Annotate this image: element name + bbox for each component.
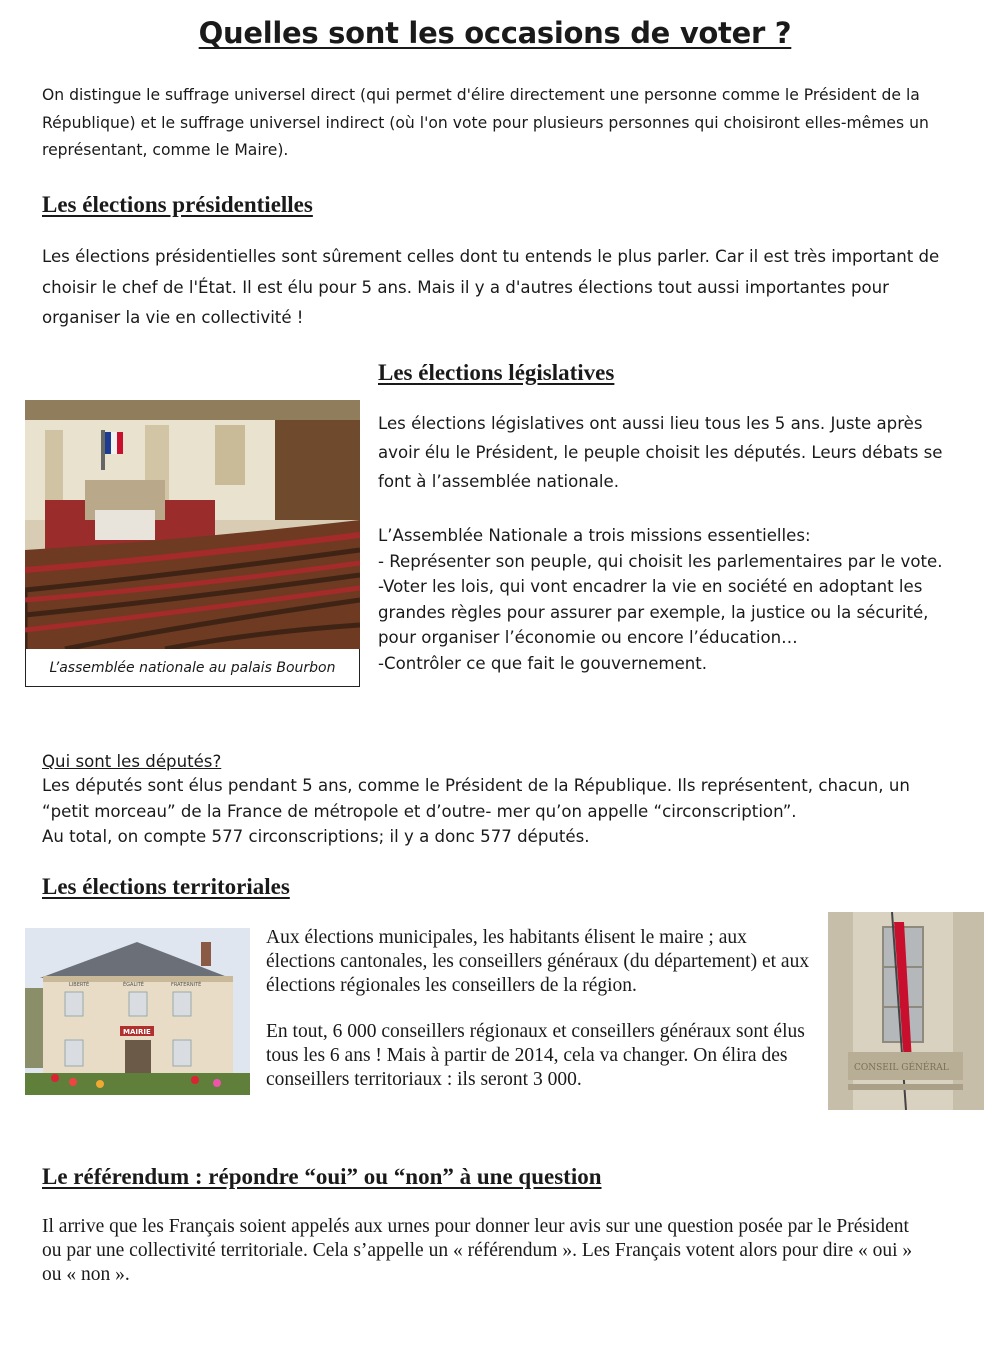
legislatives-paragraph: Les élections législatives ont aussi lieu tous les 5 ans. Juste après avoir élu le Président, le peuple choisit les députés. Leurs débats se font à l’assemblée nationale. — [378, 414, 943, 491]
heading-presidentielles: Les élections présidentielles — [42, 192, 313, 217]
mairie-photo — [25, 928, 250, 1095]
deputes-question: Qui sont les députés? — [42, 752, 222, 771]
intro-paragraph: On distingue le suffrage universel direct (qui permet d'élire directement une personne comme le Président de la République) et le suffrage universel indirect (où l'on vote pour plusieurs personnes qui choisiront elles-mêmes un représentant, comme le Maire). — [42, 86, 929, 159]
assemblee-photo-caption: L’assemblée nationale au palais Bourbon — [25, 649, 360, 687]
referendum-paragraph: Il arrive que les Français soient appelés aux urnes pour donner leur avis sur une question posée par le Président ou par une collectivité territoriale. Cela s’appelle un « référendum ». Les Français votent alors pour dire « oui » ou « non ». — [42, 1216, 913, 1285]
frieze-egalite: ÉGALITÉ — [123, 982, 144, 988]
mission-item: -Contrôler ce que fait le gouvernement. — [378, 653, 708, 673]
conseil-sign: CONSEIL GÉNÉRAL — [854, 1063, 949, 1073]
heading-territoriales: Les élections territoriales — [42, 874, 290, 899]
heading-referendum: Le référendum : répondre “oui” ou “non” à une question — [42, 1164, 602, 1189]
deputes-line: Au total, on compte 577 circonscriptions; il y a donc 577 députés. — [42, 827, 590, 846]
assemblee-nationale-photo — [25, 400, 360, 649]
presidentielles-paragraph: Les élections présidentielles sont sûrement celles dont tu entends le plus parler. Car il est très important de choisir le chef de l'État. Il est élu pour 5 ans. Mais il y a d'autres élections tout aussi importantes pour organiser la vie en collectivité ! — [42, 247, 940, 327]
deputes-line: Les députés sont élus pendant 5 ans, comme le Président de la République. Ils représentent, chacun, un “petit morceau” de la France de métropole et d’outre- mer qu’on appelle “circonscription”. — [42, 776, 910, 821]
frieze-liberte: LIBERTÉ — [69, 982, 90, 988]
conseil-general-photo — [828, 912, 984, 1110]
mission-item: - Représenter son peuple, qui choisit les parlementaires par le vote. — [378, 551, 943, 571]
territoriales-paragraph-1: Aux élections municipales, les habitants élisent le maire ; aux élections cantonales, les conseillers généraux (du département) et aux élections régionales les conseillers de la région. — [266, 927, 810, 996]
page-title: Quelles sont les occasions de voter ? — [198, 16, 792, 50]
mission-item: -Voter les lois, qui vont encadrer la vie en société en adoptant les grandes règles pour assurer par exemple, la justice ou la sécurité, pour organiser l’économie ou encore l’éducation… — [378, 577, 929, 647]
missions-block — [378, 523, 968, 676]
frieze-fraternite: FRATERNITÉ — [171, 982, 202, 988]
deputes-block — [42, 773, 962, 850]
heading-legislatives: Les élections législatives — [378, 360, 615, 385]
mairie-sign: MAIRIE — [123, 1028, 151, 1036]
missions-intro: L’Assemblée Nationale a trois missions essentielles: — [378, 526, 811, 545]
territoriales-paragraph-2: En tout, 6 000 conseillers régionaux et conseillers généraux sont élus tous les 6 ans ! Mais à partir de 2014, cela va changer. On élira des conseillers territoriaux : ils seront 3 000. — [266, 1021, 805, 1090]
